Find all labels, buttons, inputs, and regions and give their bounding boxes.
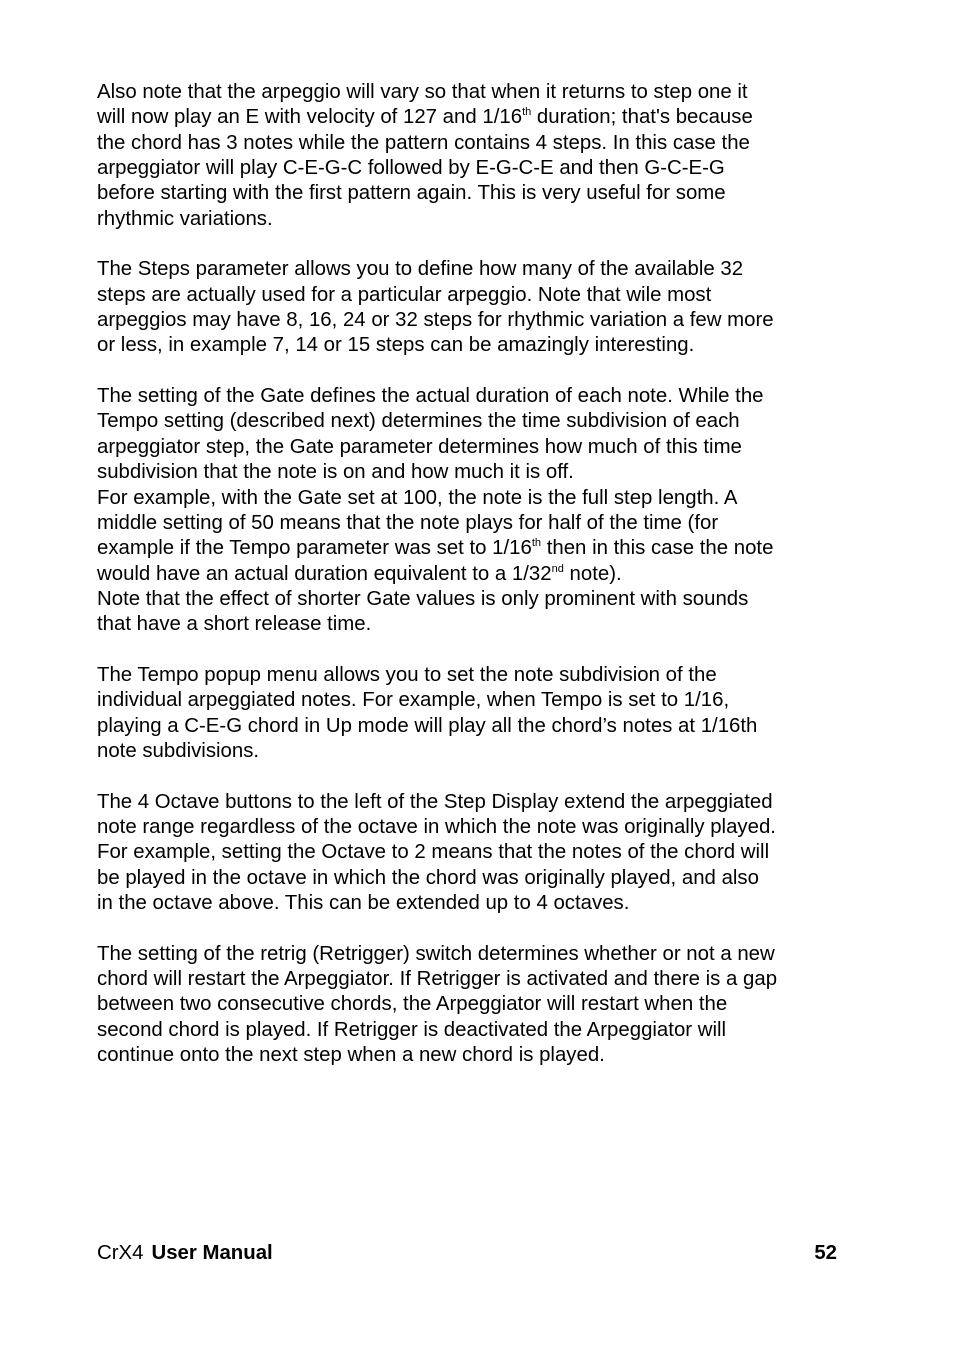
paragraph (97, 663, 867, 764)
text-line (97, 942, 867, 967)
text-line (97, 156, 867, 181)
text-line (97, 992, 867, 1017)
text-segment: middle setting of 50 means that the note plays for half of the time (for (97, 511, 719, 534)
page-number: 52 (814, 1242, 837, 1264)
text-segment: continue onto the next step when a new chord is played. (97, 1044, 605, 1067)
text-segment: Tempo setting (described next) determines the time subdivision of each (97, 410, 740, 433)
text-line (97, 840, 867, 865)
text-line (97, 612, 867, 637)
text-line (97, 409, 867, 434)
text-line (97, 460, 867, 485)
text-segment: playing a C-E-G chord in Up mode will play all the chord’s notes at 1/16th (97, 714, 758, 737)
text-segment: example if the Tempo parameter was set to 1/16 (97, 537, 532, 560)
text-line (97, 663, 867, 688)
text-segment: before starting with the first pattern again. This is very useful for some (97, 182, 726, 205)
text-line (97, 80, 867, 105)
text-segment: Also note that the arpeggio will vary so that when it returns to step one it (97, 81, 748, 103)
text-segment: then in this case the note (541, 537, 774, 560)
footer-product: CrX4 (97, 1242, 144, 1264)
text-line (97, 1018, 867, 1043)
footer-manual-title: User Manual (151, 1242, 273, 1264)
text-segment: steps are actually used for a particular arpeggio. Note that wile most (97, 283, 712, 306)
text-segment: that have a short release time. (97, 613, 372, 636)
footer-title (97, 1240, 273, 1266)
text-line (97, 283, 867, 308)
text-segment: arpeggios may have 8, 16, 24 or 32 steps for rhythmic variation a few more (97, 309, 774, 332)
text-line (97, 511, 867, 536)
paragraph (97, 790, 867, 917)
text-segment: For example, setting the Octave to 2 means that the notes of the chord will (97, 841, 770, 864)
paragraph (97, 384, 867, 637)
text-line (97, 131, 867, 156)
text-line (97, 587, 867, 612)
text-line (97, 714, 867, 739)
text-line (97, 815, 867, 840)
paragraph (97, 942, 867, 1069)
superscript: nd (551, 562, 564, 575)
text-line (97, 435, 867, 460)
text-line (97, 257, 867, 282)
text-line (97, 486, 867, 511)
page-body (97, 80, 867, 1094)
text-line (97, 739, 867, 764)
text-segment: between two consecutive chords, the Arpeggiator will restart when the (97, 993, 728, 1016)
text-segment: rhythmic variations. (97, 207, 273, 230)
text-line (97, 181, 867, 206)
paragraph (97, 257, 867, 358)
text-line (97, 1043, 867, 1068)
text-segment: in the octave above. This can be extended up to 4 octaves. (97, 892, 630, 914)
superscript: th (531, 537, 542, 550)
page-footer (97, 1240, 837, 1266)
text-line (97, 790, 867, 815)
text-line (97, 308, 867, 333)
text-segment: note). (563, 562, 622, 585)
text-segment: individual arpeggiated notes. For example, when Tempo is set to 1/16, (97, 689, 730, 712)
text-line (97, 891, 867, 916)
text-segment: be played in the octave in which the chord was originally played, and also (97, 866, 759, 889)
text-line (97, 536, 867, 561)
text-segment: The Tempo popup menu allows you to set the note subdivision of the (97, 663, 717, 686)
text-line (97, 384, 867, 409)
paragraph (97, 80, 867, 232)
text-segment: duration; that's because (531, 106, 753, 129)
text-segment: Note that the effect of shorter Gate values is only prominent with sounds (97, 587, 749, 610)
text-segment: will now play an E with velocity of 127 and 1/16 (97, 106, 523, 129)
superscript: th (522, 106, 532, 119)
text-segment: or less, in example 7, 14 or 15 steps can be amazingly interesting. (97, 334, 695, 357)
text-line (97, 333, 867, 358)
text-segment: note range regardless of the octave in which the note was originally played. (97, 815, 776, 838)
text-segment: For example, with the Gate set at 100, the note is the full step length. A (97, 486, 738, 509)
text-segment: chord will restart the Arpeggiator. If Retrigger is activated and there is a gap (97, 968, 778, 991)
text-segment: note subdivisions. (97, 739, 260, 762)
text-line (97, 967, 867, 992)
text-segment: would have an actual duration equivalent to a 1/32 (97, 562, 552, 585)
text-line (97, 688, 867, 713)
text-segment: The setting of the Gate defines the actual duration of each note. While the (97, 385, 764, 408)
text-line (97, 866, 867, 891)
text-segment: subdivision that the note is on and how much it is off. (97, 461, 574, 484)
text-segment: second chord is played. If Retrigger is deactivated the Arpeggiator will (97, 1018, 727, 1041)
text-segment: arpeggiator will play C-E-G-C followed by E-G-C-E and then G-C-E-G (97, 157, 725, 180)
text-segment: The Steps parameter allows you to define how many of the available 32 (97, 258, 744, 281)
text-segment: arpeggiator step, the Gate parameter determines how much of this time (97, 435, 742, 458)
text-segment: The setting of the retrig (Retrigger) switch determines whether or not a new (97, 942, 775, 965)
text-segment: the chord has 3 notes while the pattern contains 4 steps. In this case the (97, 131, 750, 154)
text-segment: The 4 Octave buttons to the left of the Step Display extend the arpeggiated (97, 790, 773, 813)
text-line (97, 562, 867, 587)
text-line (97, 105, 867, 130)
text-line (97, 207, 867, 232)
